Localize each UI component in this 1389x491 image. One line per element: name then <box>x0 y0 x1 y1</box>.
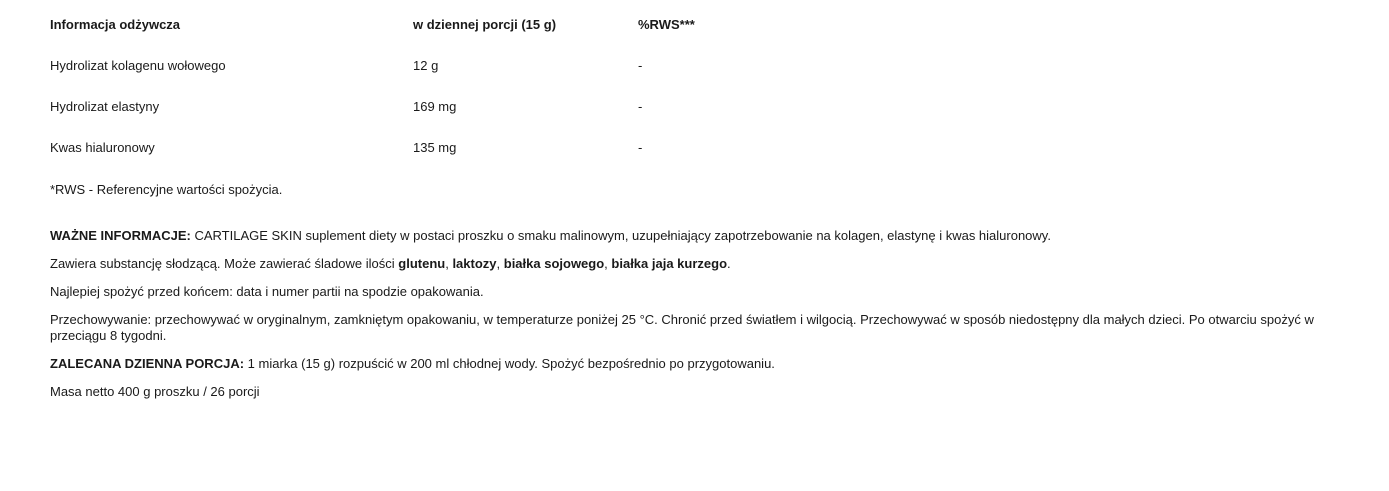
important-label: WAŻNE INFORMACJE: <box>50 228 191 243</box>
info-section <box>50 228 1340 412</box>
ingredient-name: Hydrolizat elastyny <box>50 99 160 114</box>
best-before-info: Najlepiej spożyć przed końcem: data i numer partii na spodzie opakowania. <box>50 284 484 299</box>
allergen-gluten: glutenu <box>398 256 446 271</box>
table-row <box>50 99 950 140</box>
allergen-soy: białka sojowego <box>503 256 605 271</box>
allergen-sep: , <box>604 256 612 271</box>
ingredient-amount: 169 mg <box>413 99 457 114</box>
table-header-row <box>50 17 950 58</box>
header-rws: %RWS*** <box>638 17 695 32</box>
net-weight-info: Masa netto 400 g proszku / 26 porcji <box>50 384 260 399</box>
nutrition-table <box>50 17 950 181</box>
dosage-label: ZALECANA DZIENNA PORCJA: <box>50 356 245 371</box>
allergen-egg: białka jaja kurzego <box>611 256 728 271</box>
table-row <box>50 58 950 99</box>
allergen-sep: , <box>445 256 453 271</box>
dosage-text: 1 miarka (15 g) rozpuścić w 200 ml chłodnej wody. Spożyć bezpośrednio po przygotowaniu. <box>244 356 775 371</box>
allergen-info <box>50 256 1340 272</box>
ingredient-amount: 135 mg <box>413 140 457 155</box>
ingredient-amount: 12 g <box>413 58 439 73</box>
dosage-info <box>50 356 1340 372</box>
allergen-suffix: . <box>727 256 731 271</box>
allergen-lactose: laktozy <box>452 256 497 271</box>
important-text: CARTILAGE SKIN suplement diety w postaci proszku o smaku malinowym, uzupełniający zapotrzebowanie na kolagen, elastynę i kwas hialuronowy. <box>190 228 1051 243</box>
ingredient-rws: - <box>638 99 643 114</box>
ingredient-rws: - <box>638 58 643 73</box>
allergen-sep: , <box>496 256 504 271</box>
storage-info: Przechowywanie: przechowywać w oryginalnym, zamkniętym opakowaniu, w temperaturze poniżej 25 °C. Chronić przed światłem i wilgocią. Przechowywać w sposób niedostępny dla małych dzieci. Po otwarciu spożyć w przeciągu 8 tygodni. <box>50 312 1314 343</box>
ingredient-rws: - <box>638 140 643 155</box>
header-nutrition-info: Informacja odżywcza <box>50 17 181 32</box>
ingredient-name: Hydrolizat kolagenu wołowego <box>50 58 226 73</box>
important-info <box>50 228 1340 244</box>
header-daily-portion: w dziennej porcji (15 g) <box>413 17 557 32</box>
ingredient-name: Kwas hialuronowy <box>50 140 155 155</box>
table-row <box>50 140 950 181</box>
rws-footnote: *RWS - Referencyjne wartości spożycia. <box>50 182 283 197</box>
allergen-prefix: Zawiera substancję słodzącą. Może zawierać śladowe ilości <box>50 256 399 271</box>
